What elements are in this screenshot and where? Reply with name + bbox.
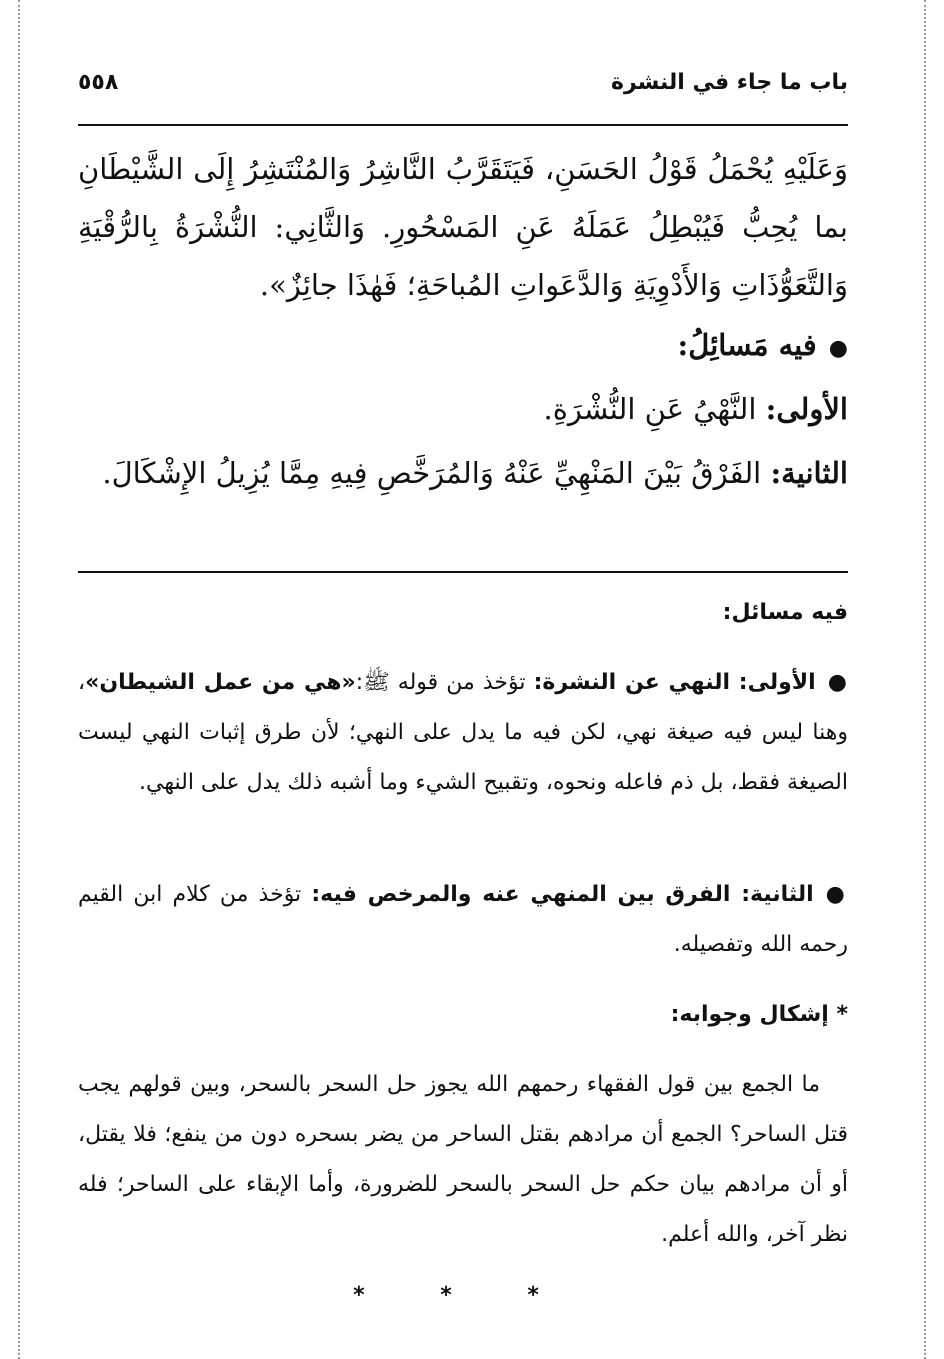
- ishkal-heading: [78, 990, 848, 1040]
- sharh-first-text-a: تؤخذ من قوله ﷺ:: [355, 670, 526, 695]
- sharh-masail-heading: [78, 588, 848, 638]
- bullet-icon: ●: [827, 670, 848, 695]
- separator-stars: * * *: [353, 1283, 573, 1308]
- sharh-masail-heading-text: فيه مسائل:: [722, 600, 848, 625]
- sharh-second-text: تؤخذ من كلام ابن القيم رحمه الله وتفصيله.: [78, 882, 848, 957]
- header-rule: [78, 124, 848, 126]
- matn-first-label: الأولى:: [765, 392, 848, 426]
- matn-second-issue: [78, 444, 848, 502]
- sharh-second-label: الثانية: الفرق بين المنهي عنه والمرخص فيه:: [311, 882, 814, 907]
- page-number: ٥٥٨: [78, 69, 119, 95]
- hadith-quote: «هي من عمل الشيطان»: [85, 670, 356, 695]
- sharh-second-issue: [78, 870, 848, 970]
- running-header: [78, 62, 848, 102]
- sharh-first-text-b: ، وهنا ليس فيه صيغة نهي، لكن فيه ما يدل على النهي؛ لأن طرق إثبات النهي ليست الصيغة فقط، بل ذم فاعله ونحوه، وتقبيح الشيء وما أشبه ذلك يدل على النهي.: [78, 670, 848, 795]
- sharh-first-label: الأولى: النهي عن النشرة:: [533, 670, 816, 695]
- matn-first-text: النَّهْيُ عَنِ النُّشْرَةِ.: [543, 392, 757, 426]
- ishkal-paragraph: ما الجمع بين قول الفقهاء رحمهم الله يجوز حل السحر بالسحر، وبين قولهم يجب قتل الساحر؟ الجمع أن مرادهم بقتل الساحر من يضر بسحره دون من ينفع؛ فلا يقتل، أو أن مرادهم بيان حكم حل السحر بالسحر للضرورة، وأما الإبقاء على الساحر؛ فله نظر آخر، والله أعلم.: [78, 1072, 848, 1247]
- section-divider: [78, 571, 848, 573]
- matn-paragraph: وَعَلَيْهِ يُحْمَلُ قَوْلُ الحَسَنِ، فَيَتَقَرَّبُ النَّاشِرُ وَالمُنْتَشِرُ إِلَى الشَّيْطَانِ بما يُحِبُّ فَيُبْطِلُ عَمَلَهُ عَنِ المَسْحُورِ. وَالثَّانِي: النُّشْرَةُ بِالرُّقْيَةِ وَالتَّعَوُّذَاتِ وَالأَدْوِيَةِ وَالدَّعَواتِ المُباحَةِ؛ فَهٰذَا جائِزٌ».: [78, 152, 848, 302]
- matn-second-text: الفَرْقُ بَيْنَ المَنْهِيِّ عَنْهُ وَالمُرَخَّصِ فِيهِ مِمَّا يُزِيلُ الإِشْكَالَ.: [102, 456, 762, 490]
- matn-first-issue: [78, 380, 848, 438]
- matn-second-label: الثانية:: [770, 456, 848, 490]
- sharh-first-issue: [78, 658, 848, 808]
- scan-edge-left: [18, 0, 20, 1359]
- scan-edge-right: [924, 0, 926, 1359]
- bullet-icon: ●: [825, 882, 848, 907]
- matn-masail-heading-text: فيه مَسائِلُ:: [677, 328, 817, 362]
- chapter-title: باب ما جاء في النشرة: [610, 69, 848, 95]
- matn-masail-heading: [78, 316, 848, 378]
- bullet-icon: ●: [828, 336, 848, 361]
- ishkal-heading-text: * إشكال وجوابه:: [670, 1002, 848, 1027]
